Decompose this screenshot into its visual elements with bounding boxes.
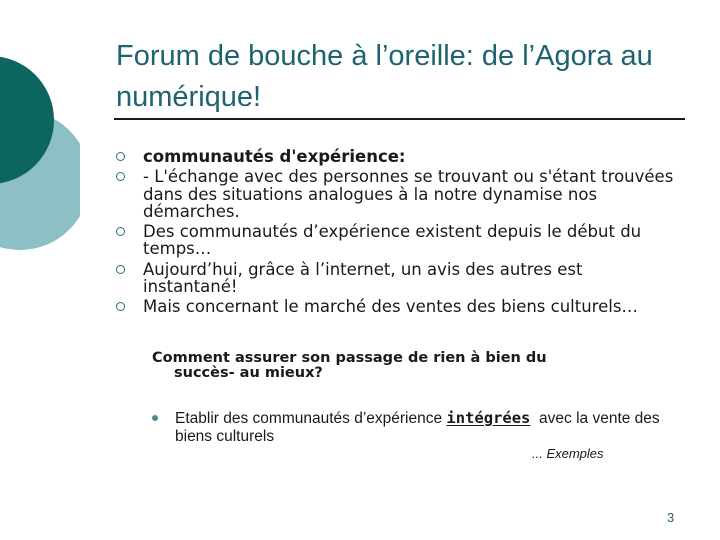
bullet-text: Des communautés d’expérience existent depuis le début du temps… <box>143 222 642 259</box>
bullet-text: Aujourd’hui, grâce à l’internet, un avis des autres est instantané! <box>143 259 583 297</box>
bullet-text: - L'échange avec des personnes se trouvant ou s'étant trouvées dans des situations analogues à la notre dynamise nos démarches. <box>143 167 674 221</box>
slide-title: Forum de bouche à l’oreille: de l’Agora au numérique! <box>116 40 653 113</box>
bullet-item <box>116 148 676 165</box>
hollow-circle-bullet-icon <box>116 302 125 311</box>
bullet-item <box>116 168 676 220</box>
bullet-item <box>116 298 676 315</box>
filled-dot-bullet-icon <box>152 415 158 421</box>
sub-bullet-after: avec la vente des biens culturels <box>175 410 660 445</box>
bullet-text: Mais concernant le marché des ventes des biens culturels… <box>143 297 638 317</box>
page-number: 3 <box>667 510 675 525</box>
decorative-circles <box>0 0 80 300</box>
hollow-circle-bullet-icon <box>116 265 125 274</box>
bullet-item <box>116 223 676 258</box>
sub-bullet-before: Etablir des communautés d’expérience <box>175 410 443 427</box>
sub-bullet-text <box>152 409 692 446</box>
hollow-circle-bullet-icon <box>116 172 125 181</box>
bullet-list <box>116 148 676 319</box>
question-text <box>152 351 632 381</box>
bullet-item <box>116 261 676 296</box>
bullet-text: communautés d'expérience: <box>143 147 406 166</box>
title-divider <box>114 118 685 120</box>
question-line-1: Comment assurer son passage de rien à bien du <box>152 350 547 366</box>
sub-bullet-highlight: intégrées <box>446 409 531 427</box>
examples-note: ... Exemples <box>532 446 604 461</box>
hollow-circle-bullet-icon <box>116 227 125 236</box>
sub-bullet <box>152 409 692 446</box>
question-line-2: succès- au mieux? <box>174 365 323 381</box>
hollow-circle-bullet-icon <box>116 152 125 161</box>
